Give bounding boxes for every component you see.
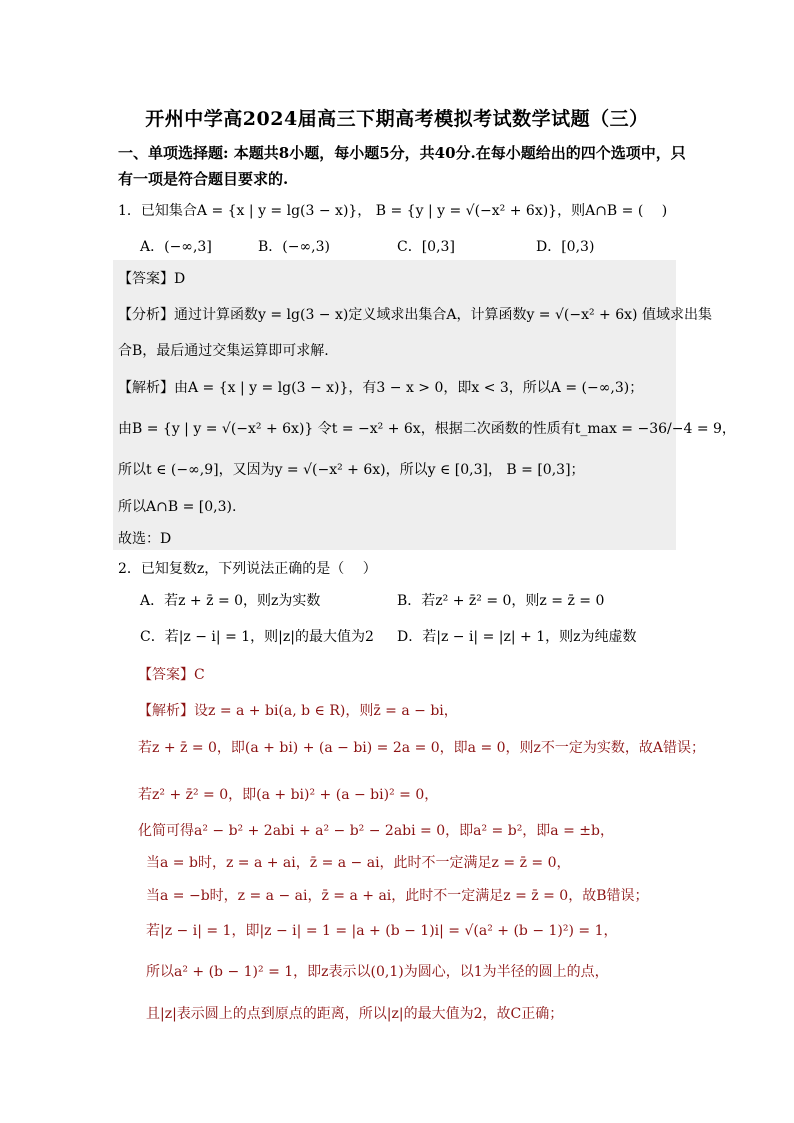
q2-solution-line-2: 若z + z̄ = 0，即(a + bi) + (a − bi) = 2a = 0，即a = 0，则z不一定为实数，故A错误； [138,740,706,756]
q2-solution-line-4: 化简可得a² − b² + 2abi + a² − b² − 2abi = 0，即a² = b²，即a = ±b， [138,823,614,839]
q1-conclusion: 故选：D [118,531,172,547]
q1-stem: 1．已知集合A = {x | y = lg(3 − x)}， B = {y | y = √(−x² + 6x)}，则A∩B = ( ) [118,203,668,219]
q2-solution-line-5: 当a = b时，z = a + ai，z̄ = a − ai，此时不一定满足z = z̄ = 0， [146,855,571,871]
q2-answer: 【答案】C [138,667,205,683]
q1-option-c: C．[0,3] [397,239,455,255]
q2-option-d: D．若|z − i| = |z| + 1，则z为纯虚数 [397,629,637,645]
q2-option-a: A．若z + z̄ = 0，则z为实数 [140,593,321,609]
q1-analysis-line-2: 合B，最后通过交集运算即可求解. [118,343,329,359]
q2-option-c: C．若|z − i| = 1，则|z|的最大值为2 [140,629,374,645]
q1-solution-line-4: 所以A∩B = [0,3). [118,499,237,515]
q2-solution-line-6: 当a = −b时，z = a − ai，z̄ = a + ai，此时不一定满足z = z̄ = 0，故B错误； [146,888,649,904]
q1-solution-line-3: 所以t ∈ (−∞,9]，又因为y = √(−x² + 6x)，所以y ∈ [0,3]， B = [0,3]； [118,462,585,478]
q2-solution-line-1: 【解析】设z = a + bi(a, b ∈ R)，则z̄ = a − bi， [138,703,458,719]
q2-solution-line-8: 所以a² + (b − 1)² = 1，即z表示以(0,1)为圆心，以1为半径的圆上的点， [146,964,609,980]
q1-solution-line-2: 由B = {y | y = √(−x² + 6x)} 令t = −x² + 6x，根据二次函数的性质有t_max = −36/−4 = 9， [118,421,736,437]
q1-answer: 【答案】D [118,271,186,287]
q1-analysis-line-1: 【分析】通过计算函数y = lg(3 − x)定义域求出集合A，计算函数y = √(−x² + 6x) 值域求出集 [118,307,712,323]
q1-option-b: B．(−∞,3) [258,239,330,255]
q2-solution-line-9: 且|z|表示圆上的点到原点的距离，所以|z|的最大值为2，故C正确； [146,1006,564,1022]
q2-stem: 2．已知复数z，下列说法正确的是（ ） [118,561,377,577]
q1-option-a: A．(−∞,3] [140,239,212,255]
q2-solution-line-3: 若z² + z̄² = 0，即(a + bi)² + (a − bi)² = 0， [138,787,439,803]
section-heading: 一、单项选择题: 本题共8小题，每小题5分，共40分.在每小题给出的四个选项中，只有一项是符合题目要求的. [118,144,686,188]
q2-option-b: B．若z² + z̄² = 0，则z = z̄ = 0 [397,593,605,609]
q1-option-d: D．[0,3) [536,239,595,255]
page-title: 开州中学高2024届高三下期高考模拟考试数学试题（三） [145,108,649,130]
q1-solution-line-1: 【解析】由A = {x | y = lg(3 − x)}，有3 − x > 0，即x < 3，所以A = (−∞,3)； [118,380,644,396]
q2-solution-line-7: 若|z − i| = 1，即|z − i| = 1 = |a + (b − 1)i| = √(a² + (b − 1)²) = 1， [146,923,618,939]
